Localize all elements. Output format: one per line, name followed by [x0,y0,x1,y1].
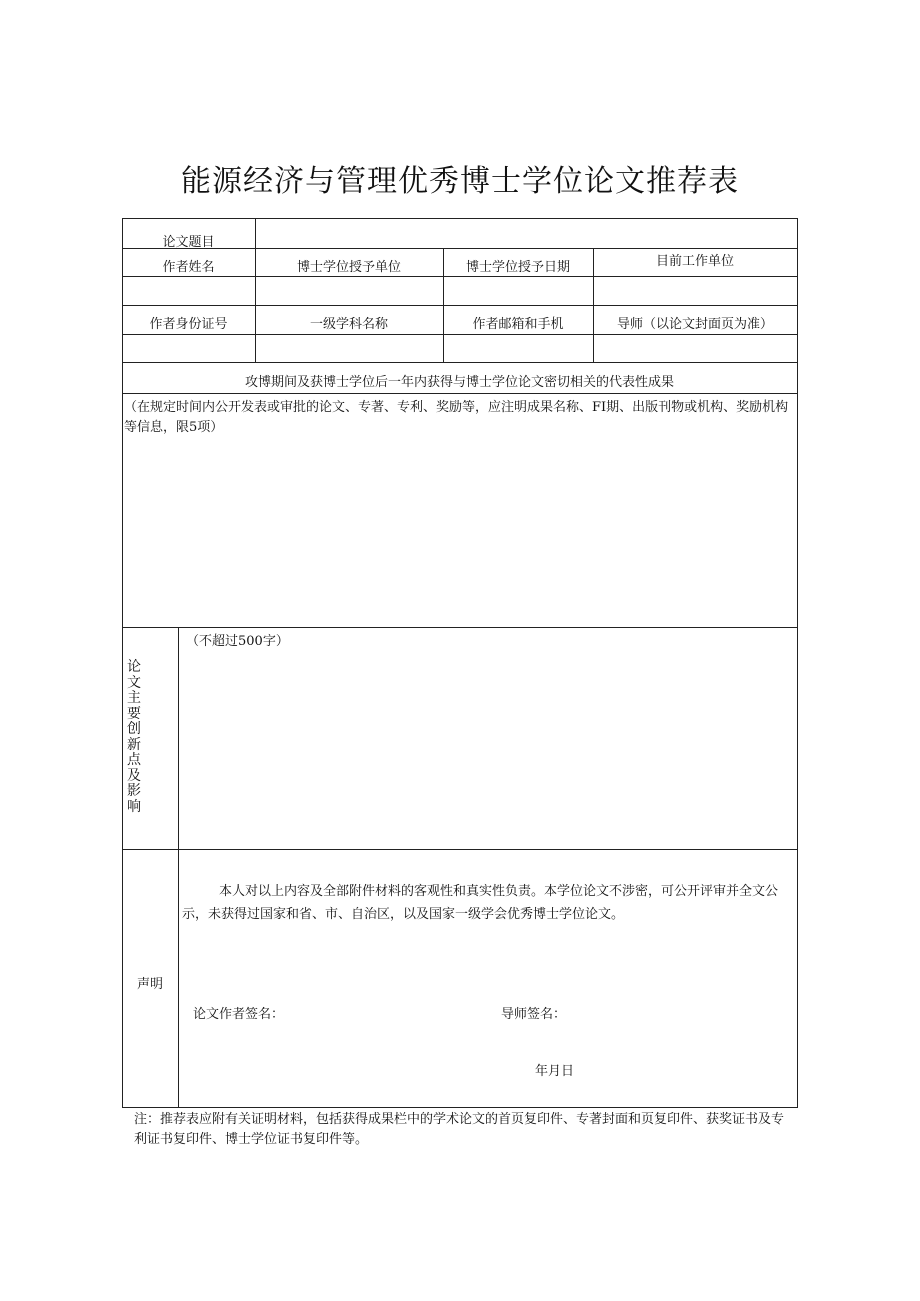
degree-date-label: 博士学位授予日期 [465,260,570,275]
contact-label: 作者邮箱和手机 [472,317,564,332]
achievements-hint: （在规定时间内公开发表或审批的论文、专著、专利、奖励等，应注明成果名称、FI期、出版刊物或机构、奖励机构等信息，限5项） [124,400,789,435]
thesis-title-field[interactable] [256,219,796,248]
id-number-label: 作者身份证号 [149,317,228,332]
supervisor-label: 导师（以论文封面页为准） [616,317,773,332]
work-unit-label: 目前工作单位 [655,254,734,269]
author-signature-label: 论文作者签名： [193,1007,285,1022]
degree-unit-field[interactable] [256,277,443,305]
discipline-label: 一级学科名称 [309,317,388,332]
contact-field[interactable] [444,335,593,362]
author-name-field[interactable] [123,277,255,305]
discipline-field[interactable] [256,335,443,362]
innovation-hint: （不超过500字） [186,634,289,649]
supervisor-field[interactable] [594,335,797,362]
page-title: 能源经济与管理优秀博士学位论文推荐表 [181,164,739,199]
work-unit-field[interactable] [594,277,797,305]
supervisor-signature-label: 导师签名： [501,1007,567,1022]
innovation-label: 论文主要创新点及影响 [127,659,141,815]
date-label: 年月日 [535,1064,575,1079]
author-signature-field[interactable] [284,998,484,1022]
degree-date-field[interactable] [444,277,593,305]
id-number-field[interactable] [123,335,255,362]
innovation-field[interactable] [179,650,797,848]
supervisor-signature-field[interactable] [565,998,765,1022]
achievements-field[interactable] [123,440,797,626]
thesis-title-label: 论文题目 [162,235,215,250]
author-name-label: 作者姓名 [162,260,215,275]
declaration-label: 声明 [136,977,163,992]
achievements-header: 攻博期间及获博士学位后一年内获得与博士学位论文密切相关的代表性成果 [244,375,674,390]
degree-unit-label: 博士学位授予单位 [296,260,401,275]
footnote: 注：推荐表应附有关证明材料，包括获得成果栏中的学术论文的首页复印件、专著封面和页复印件、获奖证书及专利证书复印件、博士学位证书复印件等。 [134,1112,785,1147]
declaration-text: 本人对以上内容及全部附件材料的客观性和真实性负责。本学位论文不涉密，可公开评审并全文公示，未获得过国家和省、市、自治区，以及国家一级学会优秀博士学位论文。 [182,884,779,922]
